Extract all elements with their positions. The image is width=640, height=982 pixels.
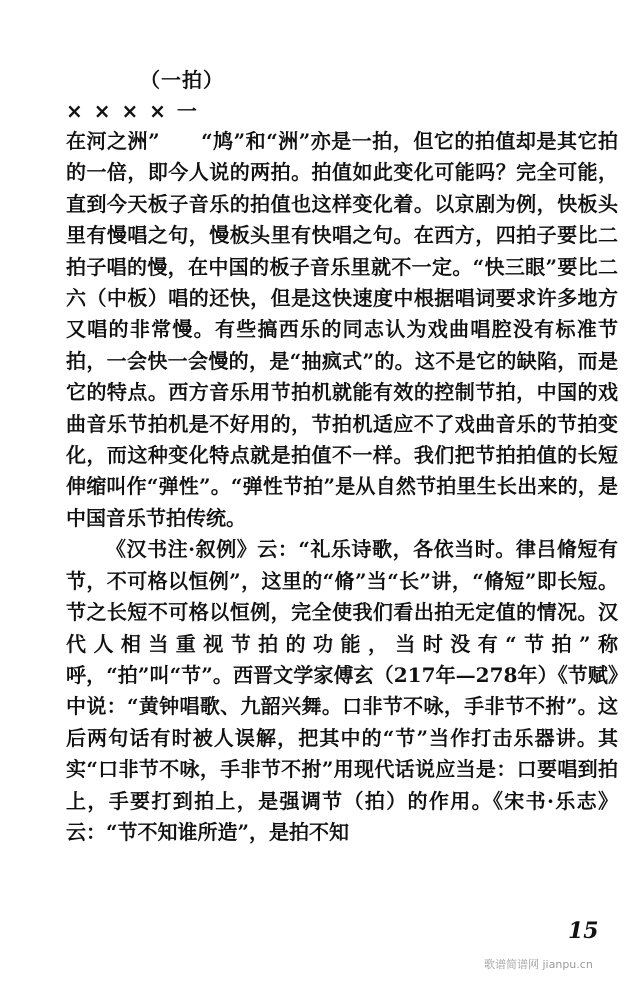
watermark: 歌谱简谱网 jianpu.cn xyxy=(484,958,593,971)
rhythm-notation: × × × × 一 xyxy=(66,99,199,123)
section-title: （一拍） xyxy=(140,68,224,92)
paragraph-2: 《汉书注·叙例》云：“礼乐诗歌，各依当时。律吕脩短有节，不可格以恒例”，这里的“脩”当“长”讲，“脩短”即长短。节之长短不可格以恒例，完全使我们看出拍无定值的情况。汉代人相当重视节拍的功能，当时没有“节拍”称呼，“拍”叫“节”。西晋文学家傅玄（217年—278年）《节赋》中说：“黄钟唱歌、九韶兴舞。口非节不咏，手非节不拊”。这后两句话有时被人误解，把其中的“节”当作打击乐器讲。其实“口非节不咏，手非节不拊”用现代话说应当是：口要唱到拍上，手要打到拍上，是强调节（拍）的作用。《宋书·乐志》云：“节不知谁所造”，是拍不知 xyxy=(66,537,618,844)
body-text xyxy=(66,126,618,848)
paragraph-1: 在河之洲” “鸠”和“洲”亦是一拍，但它的拍值却是其它拍的一倍，即今人说的两拍。拍值如此变化可能吗？完全可能，直到今天板子音乐的拍值也这样变化着。以京剧为例，快板头里有慢唱之句，慢板头里有快唱之句。在西方，四拍子要比二拍子唱的慢，在中国的板子音乐里就不一定。“快三眼”要比二六（中板）唱的还快，但是这快速度中根据唱词要求许多地方又唱的非常慢。有些搞西乐的同志认为戏曲唱腔没有标准节拍，一会快一会慢的，是“抽疯式”的。这不是它的缺陷，而是它的特点。西方音乐用节拍机就能有效的控制节拍，中国的戏曲音乐节拍机是不好用的，节拍机适应不了戏曲音乐的节拍变化，而这种变化特点就是拍值不一样。我们把节拍拍值的长短伸缩叫作“弹性”。“弹性节拍”是从自然节拍里生长出来的，是中国音乐节拍传统。 xyxy=(66,129,618,530)
page-number: 15 xyxy=(568,918,599,944)
